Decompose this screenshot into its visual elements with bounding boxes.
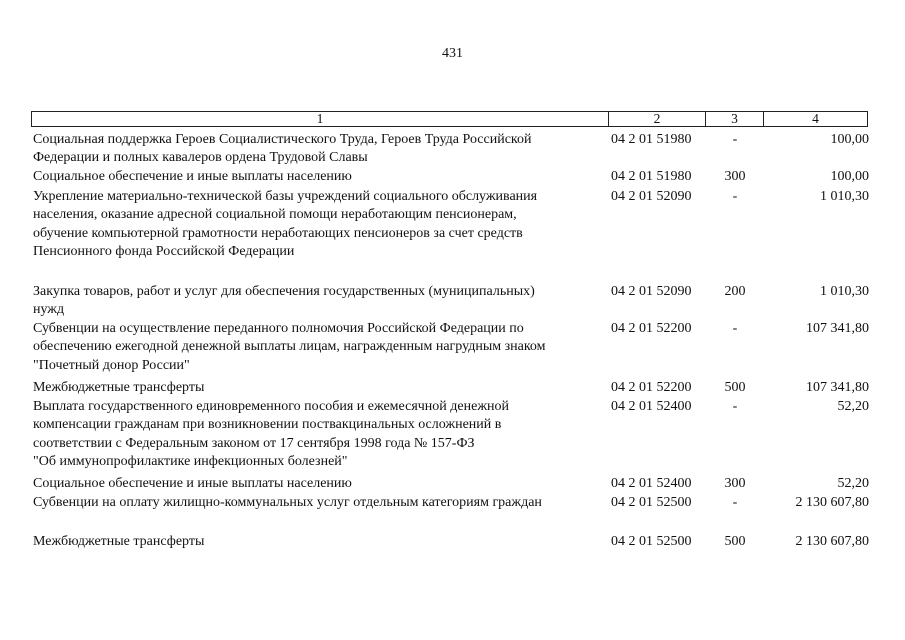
table-header [31, 111, 868, 127]
row-code: 04 2 01 52400 [611, 476, 692, 491]
row-name: Закупка товаров, работ и услуг для обеспечения государственных (муниципальных) нужд [33, 284, 535, 318]
row-code: 04 2 01 52200 [611, 321, 692, 336]
row-name: Межбюджетные трансферты [33, 380, 205, 395]
row-code: 04 2 01 51980 [611, 132, 692, 147]
row-code: 04 2 01 51980 [611, 169, 692, 184]
row-code: 04 2 01 52090 [611, 189, 692, 204]
row-name: Социальное обеспечение и иные выплаты населению [33, 169, 352, 184]
row-type: - [732, 189, 738, 204]
column-header-4: 4 [812, 111, 819, 126]
row-amount: 107 341,80 [806, 380, 869, 395]
row-amount: 1 010,30 [820, 284, 869, 299]
row-code: 04 2 01 52090 [611, 284, 692, 299]
row-amount: 52,20 [837, 399, 869, 414]
row-code: 04 2 01 52500 [611, 534, 692, 549]
row-type: - [732, 321, 738, 336]
column-header-2: 2 [609, 112, 706, 126]
row-code: 04 2 01 52500 [611, 495, 692, 510]
row-type: - [732, 399, 738, 414]
row-name: Субвенции на оплату жилищно-коммунальных услуг отдельным категориям граждан [33, 495, 542, 510]
row-amount: 2 130 607,80 [795, 534, 869, 549]
row-type: 500 [724, 534, 746, 549]
row-type: 200 [724, 284, 746, 299]
page-number: 431 [442, 46, 463, 61]
row-amount: 100,00 [830, 132, 869, 147]
row-code: 04 2 01 52200 [611, 380, 692, 395]
row-type: 300 [724, 476, 746, 491]
row-name: Социальная поддержка Героев Социалистического Труда, Героев Труда Российской Федерации и полных кавалеров ордена Трудовой Славы [33, 132, 532, 166]
row-name: Выплата государственного единовременного пособия и ежемесячной денежной компенсации гражданам при возникновении поствакцинальных осложнений в соответствии с Федеральным законом от 17 сентября 1998 года № 157-ФЗ "Об иммунопрофилактике инфекционных болезней" [33, 399, 509, 470]
row-amount: 2 130 607,80 [795, 495, 869, 510]
row-code: 04 2 01 52400 [611, 399, 692, 414]
row-amount: 1 010,30 [820, 189, 869, 204]
row-name: Социальное обеспечение и иные выплаты населению [33, 476, 352, 491]
column-header-3: 3 [706, 112, 764, 126]
row-type: - [732, 132, 738, 147]
row-name: Межбюджетные трансферты [33, 534, 205, 549]
column-header-1: 1 [32, 112, 609, 126]
row-name: Укрепление материально-технической базы учреждений социального обслуживания населения, оказание адресной социальной помощи неработающим пенсионерам, обучение компьютерной грамотности неработающих пенсионеров за счет средств Пенсионного фонда Российской Федерации [33, 189, 538, 260]
row-amount: 100,00 [830, 169, 869, 184]
row-type: 500 [724, 380, 746, 395]
row-amount: 107 341,80 [806, 321, 869, 336]
row-amount: 52,20 [837, 476, 869, 491]
row-type: 300 [724, 169, 746, 184]
row-name: Субвенции на осуществление переданного полномочия Российской Федерации по обеспечению ежегодной денежной выплаты лицам, награжденным нагрудным знаком "Почетный донор России" [33, 321, 546, 373]
row-type: - [732, 495, 738, 510]
